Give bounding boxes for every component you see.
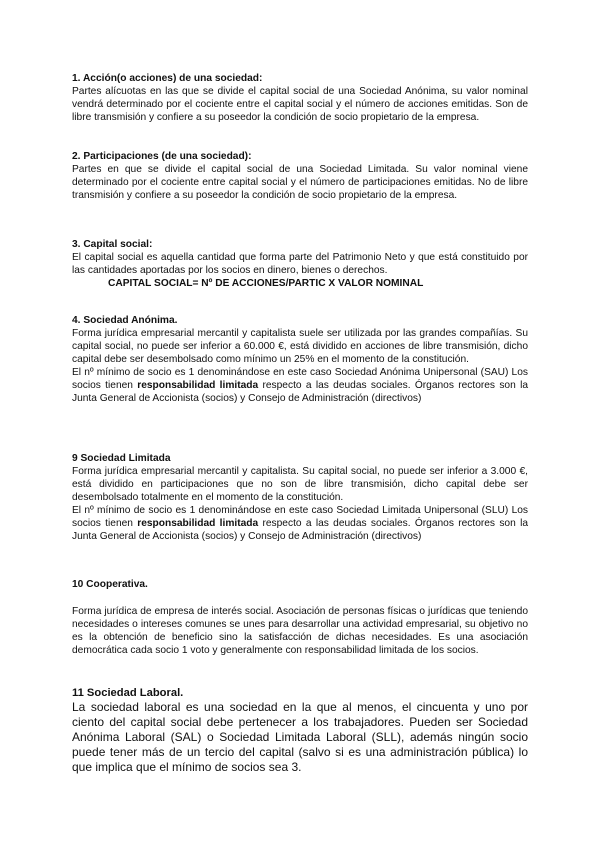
section-accion <box>72 72 528 124</box>
body-text: respecto a las deudas sociales. Órganos rectores son la Junta General de Accionista (socios) y Consejo de Administración (directivos) <box>72 518 528 542</box>
section-capital-social <box>72 238 528 290</box>
section-cooperativa <box>72 578 528 657</box>
section-sociedad-laboral <box>72 686 528 775</box>
section-sociedad-limitada <box>72 452 528 543</box>
emphasis-text: responsabilidad limitada <box>137 518 259 529</box>
section-body <box>72 366 528 405</box>
section-heading: 11 Sociedad Laboral. <box>72 687 184 699</box>
section-body: El capital social es aquella cantidad que forma parte del Patrimonio Neto y que está constituido por las cantidades aportadas por los socios en dinero, bienes o derechos. <box>72 252 528 276</box>
section-body: Forma jurídica empresarial mercantil y capitalista. Su capital social, no puede ser inferior a 3.000 €, está dividido en participaciones que no son de libre transmisión, dicho capital debe ser desembolsado totalmente en el momento de la constitución. <box>72 466 528 503</box>
section-participaciones <box>72 150 528 202</box>
section-heading: 4. Sociedad Anónima. <box>72 315 178 326</box>
body-text: El nº mínimo de socio es 1 denominándose en este caso Sociedad Limitada Unipersonal (SLU) Los socios tienen <box>72 505 528 529</box>
body-text: respecto a las deudas sociales. Órganos rectores son la Junta General de Accionista (socios) y Consejo de Administración (directivos) <box>72 380 528 404</box>
section-body: Forma jurídica empresarial mercantil y capitalista suele ser utilizada por las grandes compañías. Su capital social, no puede ser inferior a 60.000 €, está dividido en acciones de libre transmisión, dicho capital debe ser desembolsado como mínimo un 25% en el momento de la constitución. <box>72 328 528 365</box>
section-heading: 1. Acción(o acciones) de una sociedad: <box>72 73 263 84</box>
section-body <box>72 504 528 543</box>
section-body: Partes en que se divide el capital social de una Sociedad Limitada. Su valor nominal viene determinado por el cociente entre capital social y el número de participaciones emitidas. No de libre transmisión y confiere a su poseedor la condición de socio propietario de la empresa. <box>72 164 528 201</box>
section-body: Forma jurídica de empresa de interés social. Asociación de personas físicas o jurídicas que teniendo necesidades o intereses comunes se unes para desarrollar una actividad empresarial, su objetivo no es la obtención de beneficio sino la satisfacción de dichas necesidades. Es una asociación democrática cada socio 1 voto y generalmente con responsabilidad limitada de los socios. <box>72 606 528 656</box>
emphasis-text: responsabilidad limitada <box>137 380 259 391</box>
capital-formula: CAPITAL SOCIAL= Nº DE ACCIONES/PARTIC X VALOR NOMINAL <box>108 278 424 289</box>
section-heading: 3. Capital social: <box>72 239 153 250</box>
section-heading: 10 Cooperativa. <box>72 579 148 590</box>
section-body: La sociedad laboral es una sociedad en la que al menos, el cincuenta y uno por ciento del capital social debe pertenecer a los trabajadores. Pueden ser Sociedad Anónima Laboral (SAL) o Sociedad Limitada Laboral (SLL), además ningún socio puede tener más de un tercio del capital (salvo si es una administración pública) lo que implica que el mínimo de socios sea 3. <box>72 700 528 774</box>
section-sociedad-anonima <box>72 314 528 405</box>
body-text: El nº mínimo de socio es 1 denominándose en este caso Sociedad Anónima Unipersonal (SAU) Los socios tienen <box>72 367 528 391</box>
section-body: Partes alícuotas en las que se divide el capital social de una Sociedad Anónima, su valor nominal vendrá determinado por el cociente entre el capital social y el número de acciones emitidas. Son de libre transmisión y confiere a su poseedor la condición de socio propietario de la empresa. <box>72 86 528 123</box>
section-heading: 2. Participaciones (de una sociedad): <box>72 151 252 162</box>
section-heading: 9 Sociedad Limitada <box>72 453 171 464</box>
